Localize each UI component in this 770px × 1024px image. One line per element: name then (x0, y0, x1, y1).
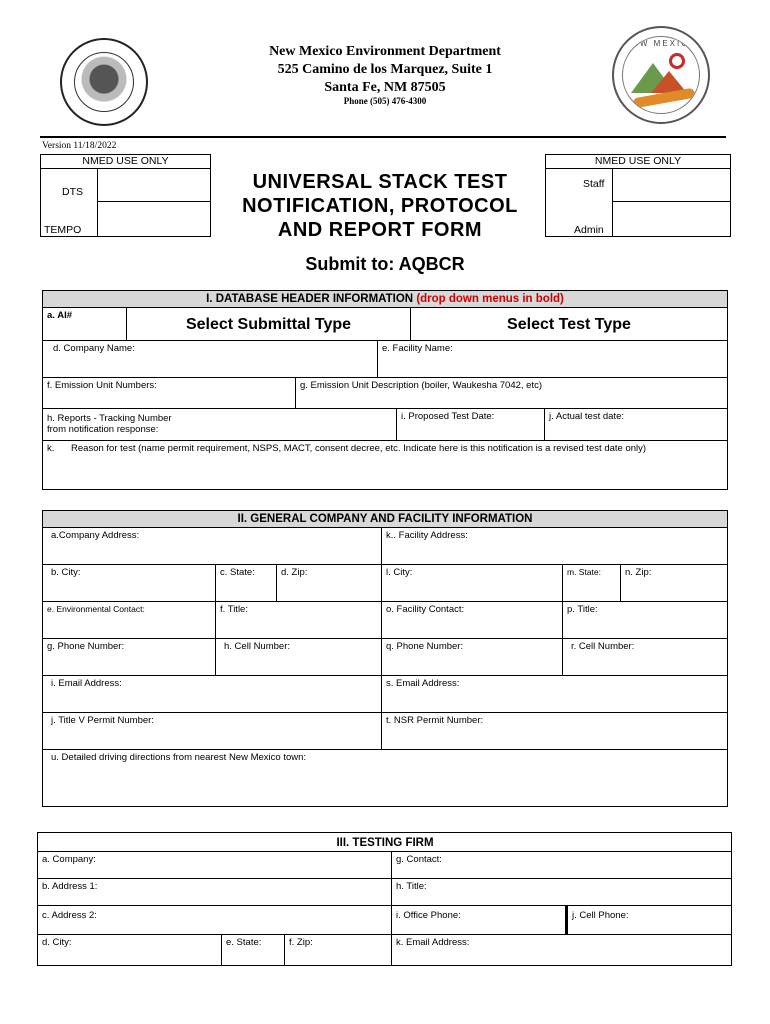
reports-tracking-label-2: from notification response: (47, 423, 159, 435)
dts-field[interactable] (97, 168, 211, 202)
reason-k-label: k. (47, 443, 55, 454)
company-state-field[interactable]: c. State: (215, 564, 277, 602)
title-v-permit-field[interactable]: j. Title V Permit Number: (42, 712, 382, 750)
section-1-note: (drop down menus in bold) (416, 293, 564, 305)
testing-firm-company-field[interactable]: a. Company: (37, 851, 392, 879)
testing-firm-address-2-field[interactable]: c. Address 2: (37, 905, 392, 935)
form-title-line-3: AND REPORT FORM (277, 219, 483, 241)
state-seal-logo (60, 38, 148, 126)
company-email-field[interactable]: i. Email Address: (42, 675, 382, 713)
reason-label: Reason for test (name permit requirement, NSPS, MACT, consent decree, etc. Indicate here is this notification is a revised test date only) (71, 443, 647, 454)
test-type-select[interactable]: Select Test Type (410, 307, 728, 341)
company-address-field[interactable]: a.Company Address: (42, 527, 382, 565)
company-zip-field[interactable]: d. Zip: (276, 564, 382, 602)
company-phone-field[interactable]: g. Phone Number: (42, 638, 216, 676)
nmed-logo-text: NEW MEXICO (624, 39, 698, 48)
nmed-logo (612, 26, 710, 124)
emission-unit-numbers-field[interactable]: f. Emission Unit Numbers: (42, 377, 296, 409)
facility-state-field[interactable]: m. State: (562, 564, 621, 602)
facility-cell-field[interactable]: r. Cell Number: (562, 638, 728, 676)
submittal-type-select[interactable]: Select Submittal Type (126, 307, 411, 341)
agency-address-2: Santa Fe, NM 87505 (324, 80, 446, 95)
admin-label: Admin (574, 224, 604, 236)
actual-test-date-field[interactable]: j. Actual test date: (544, 408, 728, 441)
form-title-line-2: NOTIFICATION, PROTOCOL (242, 195, 518, 217)
tempo-label: TEMPO (44, 224, 82, 236)
header-rule (40, 136, 726, 138)
testing-firm-address-1-field[interactable]: b. Address 1: (37, 878, 392, 906)
tempo-field[interactable] (97, 201, 211, 237)
form-title (215, 170, 545, 242)
testing-firm-title-field[interactable]: h. Title: (391, 878, 732, 906)
dts-label: DTS (62, 186, 83, 198)
section-2-heading: II. GENERAL COMPANY AND FACILITY INFORMATION (42, 510, 728, 528)
facility-email-field[interactable]: s. Email Address: (381, 675, 728, 713)
testing-firm-city-field[interactable]: d. City: (37, 934, 222, 966)
section-3-heading: III. TESTING FIRM (42, 836, 728, 852)
nmed-use-right-header: NMED USE ONLY (545, 154, 731, 169)
environmental-contact-title-field[interactable]: f. Title: (215, 601, 382, 639)
facility-city-field[interactable]: l. City: (381, 564, 563, 602)
agency-phone: Phone (505) 476-4300 (343, 96, 427, 106)
version-label: Version 11/18/2022 (42, 141, 117, 151)
staff-field[interactable] (612, 168, 731, 202)
admin-field[interactable] (612, 201, 731, 237)
testing-firm-cell-phone-field[interactable]: j. Cell Phone: (565, 905, 732, 935)
reason-for-test-field[interactable] (42, 440, 728, 490)
facility-contact-field[interactable]: o. Facility Contact: (381, 601, 563, 639)
reports-tracking-field[interactable] (42, 408, 397, 441)
facility-phone-field[interactable]: q. Phone Number: (381, 638, 563, 676)
reports-tracking-label-1: h. Reports - Tracking Number (47, 413, 172, 424)
submit-to: Submit to: AQBCR (305, 254, 465, 274)
company-name-field[interactable]: d. Company Name: (42, 340, 378, 378)
facility-name-field[interactable]: e. Facility Name: (377, 340, 728, 378)
testing-firm-email-field[interactable]: k. Email Address: (391, 934, 732, 966)
nmed-use-left-header: NMED USE ONLY (40, 154, 211, 169)
proposed-test-date-field[interactable]: i. Proposed Test Date: (396, 408, 545, 441)
facility-zip-field[interactable]: n. Zip: (620, 564, 728, 602)
agency-name: New Mexico Environment Department (269, 44, 501, 59)
agency-address-1: 525 Camino de los Marquez, Suite 1 (277, 62, 493, 77)
testing-firm-zip-field[interactable]: f. Zip: (284, 934, 392, 966)
form-title-line-1: UNIVERSAL STACK TEST (252, 171, 508, 193)
testing-firm-contact-field[interactable]: g. Contact: (391, 851, 732, 879)
environmental-contact-field[interactable]: e. Environmental Contact: (42, 601, 216, 639)
ai-number-field[interactable]: a. AI# (42, 307, 127, 341)
facility-address-field[interactable]: k.. Facility Address: (381, 527, 728, 565)
nsr-permit-field[interactable]: t. NSR Permit Number: (381, 712, 728, 750)
staff-label: Staff (583, 178, 605, 190)
section-1-heading (42, 290, 728, 308)
emission-unit-description-field[interactable]: g. Emission Unit Description (boiler, Waukesha 7042, etc) (295, 377, 728, 409)
facility-contact-title-field[interactable]: p. Title: (562, 601, 728, 639)
driving-directions-field[interactable]: u. Detailed driving directions from nearest New Mexico town: (42, 749, 728, 807)
company-cell-field[interactable]: h. Cell Number: (215, 638, 382, 676)
company-city-field[interactable]: b. City: (42, 564, 216, 602)
testing-firm-office-phone-field[interactable]: i. Office Phone: (391, 905, 566, 935)
testing-firm-state-field[interactable]: e. State: (221, 934, 285, 966)
section-1-title: I. DATABASE HEADER INFORMATION (206, 293, 414, 305)
